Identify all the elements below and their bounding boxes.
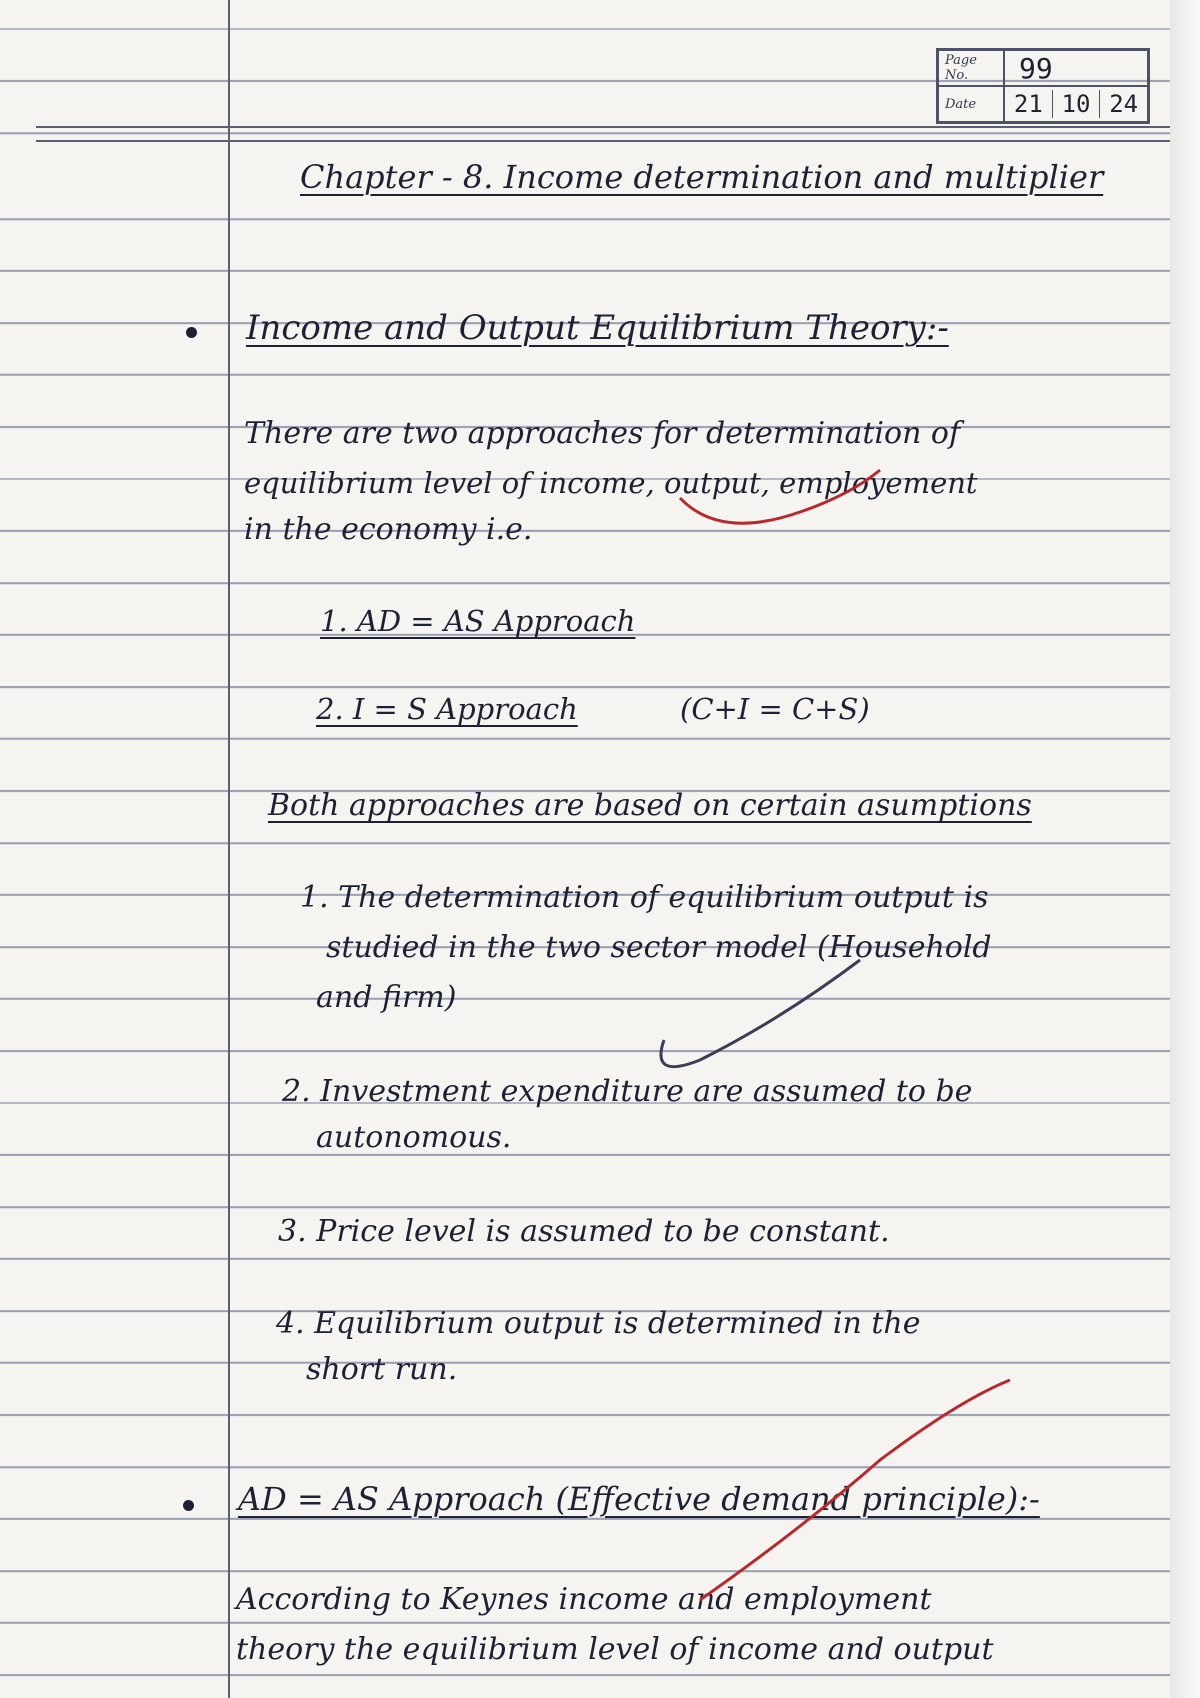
header-rule-2 bbox=[36, 140, 1170, 142]
page-edge bbox=[1170, 0, 1200, 1698]
assumption-2-line-2: autonomous. bbox=[316, 1120, 512, 1155]
assumption-1-line-2: studied in the two sector model (Household bbox=[326, 930, 992, 965]
section-heading-1: Income and Output Equilibrium Theory:- bbox=[246, 308, 949, 348]
section-2-line-2: theory the equilibrium level of income and output bbox=[236, 1632, 994, 1667]
section-2-line-1: According to Keynes income and employment bbox=[236, 1582, 932, 1617]
date-day: 21 bbox=[1013, 90, 1043, 118]
assumption-1-line-1: 1. The determination of equilibrium output is bbox=[300, 880, 989, 915]
intro-line-2: equilibrium level of income, output, employement bbox=[244, 466, 978, 500]
assumption-3-line-1: 3. Price level is assumed to be constant. bbox=[278, 1214, 890, 1249]
page-no-label: Page No. bbox=[938, 50, 1004, 86]
page-title: Chapter - 8. Income determination and multiplier bbox=[300, 158, 1104, 196]
assumption-1-line-3: and firm) bbox=[316, 980, 457, 1015]
assumption-intro: Both approaches are based on certain asumptions bbox=[268, 788, 1032, 823]
date-value bbox=[1004, 86, 1148, 122]
intro-line-1: There are two approaches for determination of bbox=[244, 416, 961, 451]
assumption-4-line-2: short run. bbox=[306, 1352, 458, 1387]
date-label: Date bbox=[938, 86, 1004, 122]
assumption-2-line-1: 2. Investment expenditure are assumed to be bbox=[282, 1074, 973, 1109]
approach-2: 2. I = S Approach bbox=[316, 692, 578, 726]
page-date-box bbox=[936, 48, 1150, 124]
date-month: 10 bbox=[1052, 90, 1100, 118]
header-rule bbox=[36, 126, 1170, 128]
assumption-4-line-1: 4. Equilibrium output is determined in the bbox=[276, 1306, 921, 1341]
date-year: 24 bbox=[1099, 90, 1147, 118]
approach-2-formula: (C+I = C+S) bbox=[680, 692, 870, 726]
bullet-1 bbox=[186, 327, 197, 338]
intro-line-3: in the economy i.e. bbox=[244, 512, 533, 547]
margin-line bbox=[228, 0, 230, 1698]
page-number: 99 bbox=[1004, 50, 1148, 86]
approach-1: 1. AD = AS Approach bbox=[320, 604, 636, 638]
bullet-2 bbox=[183, 1500, 194, 1511]
section-heading-2: AD = AS Approach (Effective demand principle):- bbox=[238, 1480, 1040, 1518]
